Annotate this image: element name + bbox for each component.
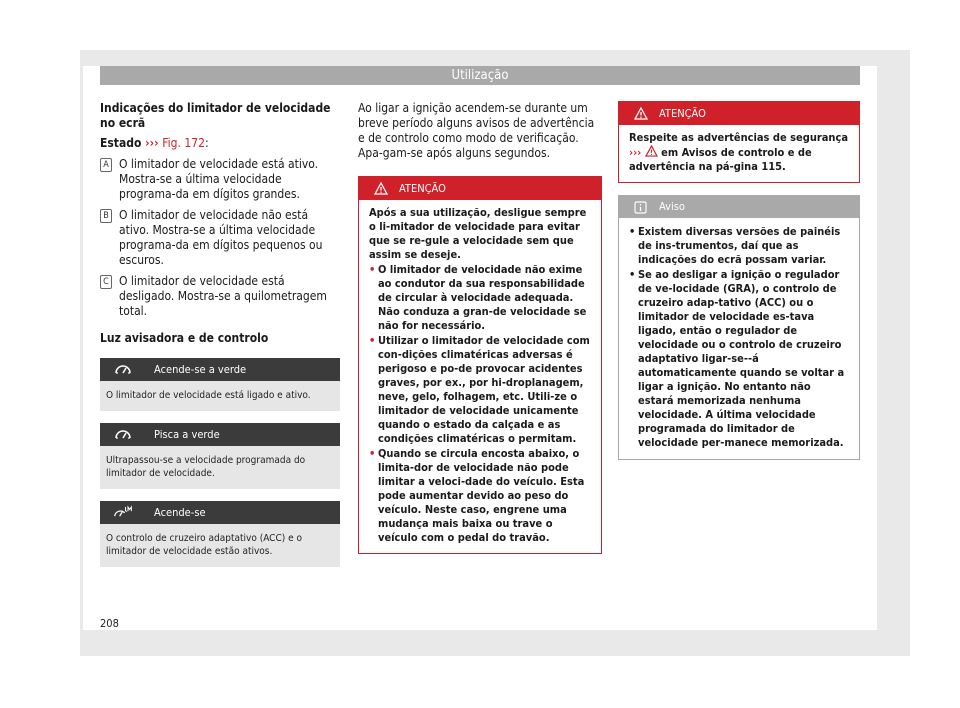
lamp-card-green-blink: [100, 423, 340, 489]
state-reference: [100, 136, 340, 151]
warning-triangle-icon: [634, 107, 648, 120]
lamp-header: [100, 358, 340, 381]
legend-text: O limitador de velocidade não está ativo. Mostra-se a última velocidade programa-da em dígitos pequenos ou escuros.: [119, 208, 323, 267]
badge-b: B: [100, 209, 112, 223]
info-icon: [634, 201, 647, 214]
legend-item-a: [100, 157, 340, 202]
state-colon: :: [204, 136, 209, 150]
warning-text: Respeite as advertências de segurança: [629, 131, 849, 144]
lamp-card-acc: [100, 501, 340, 567]
lamp-description: O limitador de velocidade está ligado e ativo.: [100, 381, 340, 411]
notice-header: [619, 196, 859, 218]
warning-triangle-icon: [645, 145, 658, 157]
notice-bullet: • Se ao desligar a ignição o regulador de ve-locidade (GRA), o controlo de cruzeiro adap-tativo (ACC) ou o limitador de velocidade es-tava ligado, então o regulador de velocidade ou o controlo de cruzeiro adaptativo ligar-se--á automaticamente quando se voltar a ligar a ignição. No entanto não estará memorizada nenhuma velocidade. A última velocidade programada do limitador de velocidade per-manece memorizada.: [629, 268, 849, 450]
warning-body: [359, 200, 601, 553]
legend-text: O limitador de velocidade está desligado. Mostra-se a quilometragem total.: [119, 274, 327, 318]
notice-bullet: • Existem diversas versões de painéis de ins-trumentos, daí que as indicações do ecrã possam variar.: [629, 225, 849, 267]
notice-box: [618, 195, 860, 460]
warning-lead: Após a sua utilização, desligue sempre o li-mitador de velocidade para evitar que se re-gule a velocidade sem que assim se deseje.: [369, 206, 587, 261]
lamp-label: Acende-se a verde: [154, 363, 247, 376]
section-header: Utilização: [100, 66, 860, 85]
badge-c: C: [100, 275, 112, 289]
warning-bullet: • O limitador de velocidade não exime ao condutor da sua responsabilidade de circular à velocidade adequada. Não conduza a gran-de velocidade se não for necessário.: [369, 263, 591, 333]
warning-body: [619, 125, 859, 182]
intro-paragraph: Ao ligar a ignição acendem-se durante um breve período alguns avisos de advertência e de controlo como modo de verificação. Apa-gam-se após alguns segundos.: [358, 101, 595, 160]
figure-link[interactable]: Fig. 172: [162, 136, 205, 150]
warning-title: ATENÇÃO: [659, 107, 706, 120]
legend-item-b: [100, 208, 340, 268]
warning-box: [358, 176, 602, 554]
warning-title: ATENÇÃO: [399, 182, 446, 195]
safety-warning-box: [618, 101, 860, 183]
legend-text: O limitador de velocidade está ativo. Mostra-se a última velocidade programa-da em dígitos grandes.: [119, 157, 319, 201]
warning-header: [359, 177, 601, 200]
speed-limiter-icon: [113, 362, 133, 376]
lamp-label: Pisca a verde: [154, 428, 220, 441]
speed-limiter-icon: [113, 427, 133, 441]
section-heading: Indicações do limitador de velocidade no ecrã: [100, 101, 331, 130]
warning-link-text[interactable]: em Avisos de controlo e de advertência na pá-gina 115.: [629, 146, 812, 173]
lamp-header: [100, 423, 340, 446]
speed-limiter-lim-icon: [113, 505, 133, 519]
column-left: [100, 101, 340, 567]
warning-arrows: ›››: [629, 146, 642, 159]
legend-item-c: [100, 274, 340, 319]
warning-triangle-icon: [374, 182, 388, 195]
lamp-description: Ultrapassou-se a velocidade programada do limitador de velocidade.: [100, 446, 340, 489]
page-number: 208: [100, 617, 119, 630]
column-middle: [358, 101, 602, 554]
state-label: Estado: [100, 136, 142, 150]
notice-body: [619, 218, 859, 459]
lights-heading: Luz avisadora e de controlo: [100, 331, 269, 345]
notice-title: Aviso: [659, 200, 685, 213]
warning-bullet: • Utilizar o limitador de velocidade com con-dições climatéricas adversas é perigoso e po-de provocar acidentes graves, por ex., por hi-droplanagem, neve, gelo, folhagem, etc. Utili-ze o limitador de velocidade unicamente quando o estado da calçada e as condições climatéricas o permitam.: [369, 334, 591, 446]
lamp-card-green-on: [100, 358, 340, 411]
lamp-label: Acende-se: [154, 506, 206, 519]
lamp-header: [100, 501, 340, 524]
warning-header: [619, 102, 859, 125]
column-right: [618, 101, 860, 460]
badge-a: A: [100, 158, 112, 172]
lamp-description: O controlo de cruzeiro adaptativo (ACC) e o limitador de velocidade estão ativos.: [100, 524, 340, 567]
state-arrows: ›››: [145, 136, 159, 150]
warning-bullet: • Quando se circula encosta abaixo, o limita-dor de velocidade não pode limitar a veloci-dade do veículo. Esta pode aumentar devido ao peso do veículo. Neste caso, engrene uma mudança mais baixa ou trave o veículo com o pedal do travão.: [369, 447, 591, 545]
